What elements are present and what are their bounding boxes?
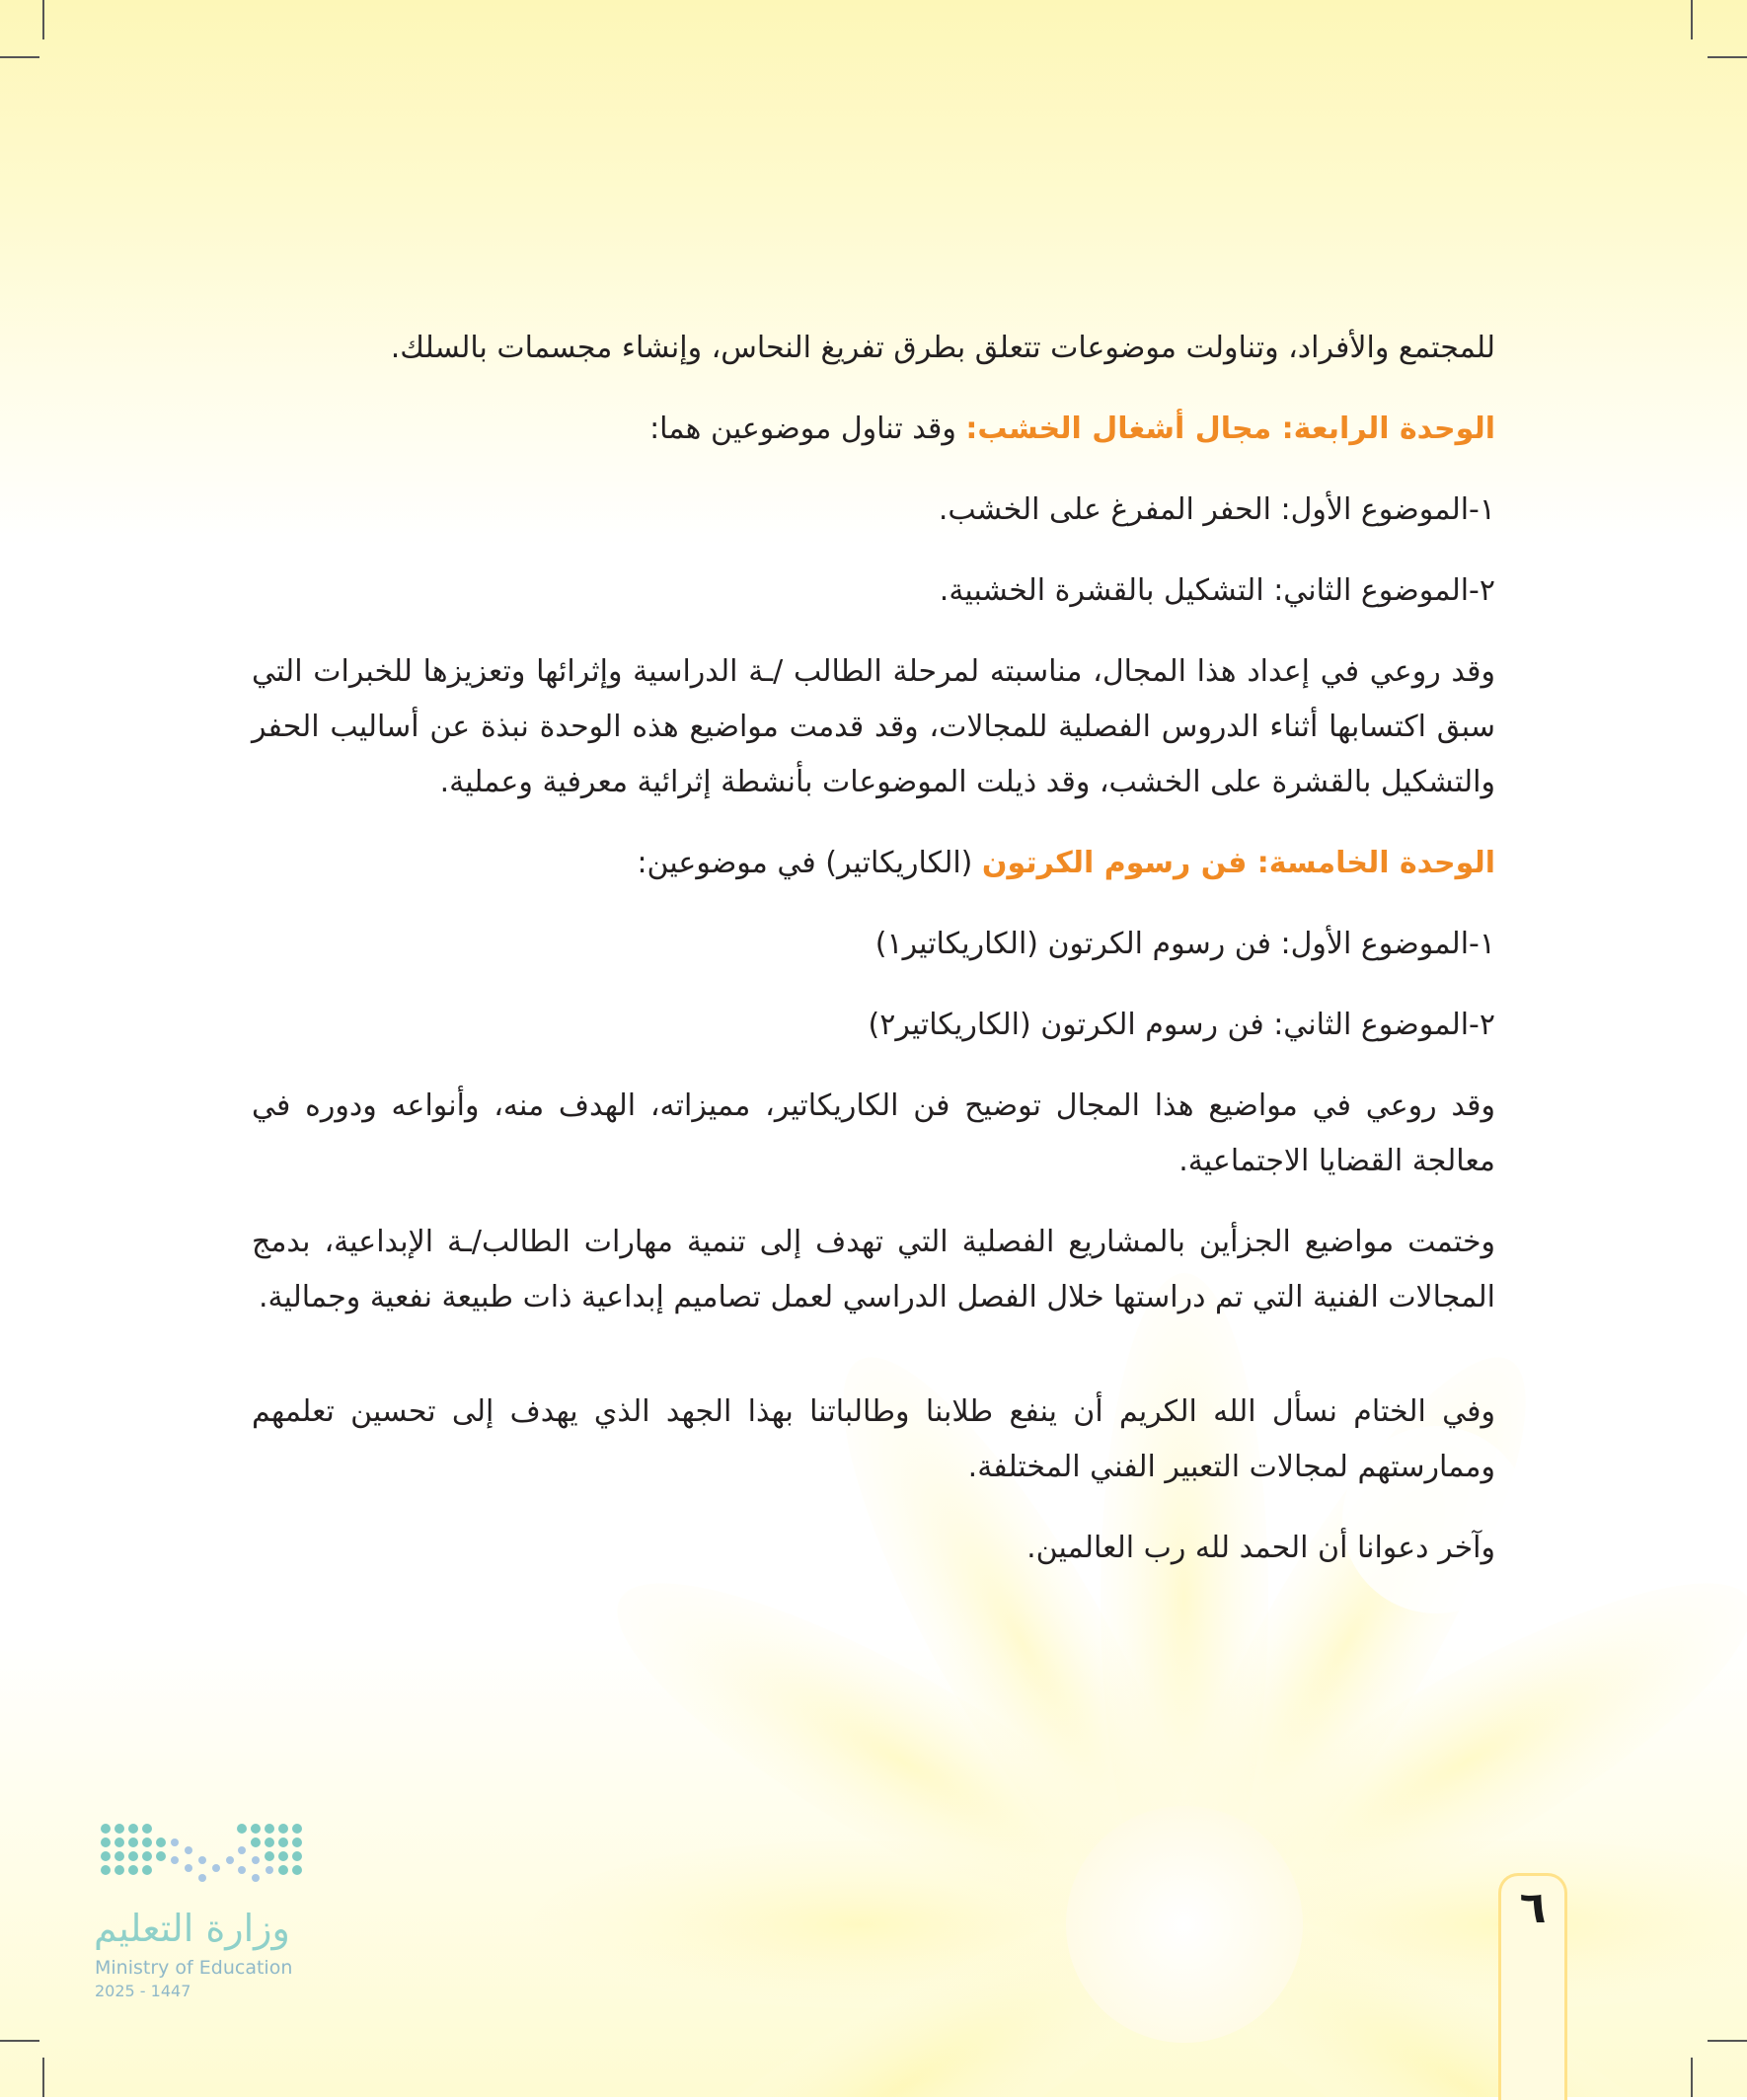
- closing-paragraph: وختمت مواضيع الجزأين بالمشاريع الفصلية التي تهدف إلى تنمية مهارات الطالب/ـة الإبداعية، بدمج المجالات الفنية التي تم دراستها خلال الفصل الدراسي لعمل تصاميم إبداعية ذات طبيعة نفعية وجمالية.: [252, 1215, 1495, 1325]
- unit4-topic-1: ١-الموضوع الأول: الحفر المفرغ على الخشب.: [252, 483, 1495, 538]
- crop-mark: [0, 2040, 39, 2042]
- crop-mark: [42, 2058, 44, 2097]
- ministry-year: 2025 - 1447: [95, 1982, 190, 2000]
- ministry-logo-icon: [94, 1821, 321, 1900]
- unit4-topic-2: ٢-الموضوع الثاني: التشكيل بالقشرة الخشبية.: [252, 563, 1495, 619]
- body-text: [252, 321, 1495, 1576]
- unit5-paragraph: وقد روعي في مواضيع هذا المجال توضيح فن الكاريكاتير، مميزاته، الهدف منه، وأنواعه ودوره في معالجة القضايا الاجتماعية.: [252, 1079, 1495, 1189]
- unit4-intro: [252, 402, 1495, 457]
- unit5-heading: الوحدة الخامسة: فن رسوم الكرتون: [982, 846, 1495, 880]
- ministry-name-english: Ministry of Education: [95, 1957, 292, 1979]
- unit5-topic-1: ١-الموضوع الأول: فن رسوم الكرتون (الكاريكاتير١): [252, 917, 1495, 972]
- intro-paragraph: للمجتمع والأفراد، وتناولت موضوعات تتعلق بطرق تفريغ النحاس، وإنشاء مجسمات بالسلك.: [252, 321, 1495, 376]
- crop-mark: [1708, 2040, 1747, 2042]
- unit4-paragraph: وقد روعي في إعداد هذا المجال، مناسبته لمرحلة الطالب /ـة الدراسية وإثرائها وتعزيزها للخبرات التي سبق اكتسابها أثناء الدروس الفصلية للمجالات، وقد قدمت مواضيع هذه الوحدة نبذة عن أساليب الحفر والتشكيل بالقشرة على الخشب، وقد ذيلت الموضوعات بأنشطة إثرائية معرفية وعملية.: [252, 644, 1495, 810]
- crop-mark: [1691, 0, 1693, 39]
- ministry-name-arabic: وزارة التعليم: [94, 1907, 306, 1950]
- unit5-topic-2: ٢-الموضوع الثاني: فن رسوم الكرتون (الكاريكاتير٢): [252, 998, 1495, 1053]
- crop-mark: [42, 0, 44, 39]
- page-number: ٦: [1498, 1883, 1567, 1933]
- final-wish: وفي الختام نسأل الله الكريم أن ينفع طلابنا وطالباتنا بهذا الجهد الذي يهدف إلى تحسين تعلمهم وممارستهم لمجالات التعبير الفني المختلفة.: [252, 1385, 1495, 1495]
- final-prayer: وآخر دعوانا أن الحمد لله رب العالمين.: [252, 1521, 1495, 1576]
- crop-mark: [1708, 56, 1747, 58]
- unit4-heading: الوحدة الرابعة: مجال أشغال الخشب:: [965, 412, 1495, 446]
- unit5-intro: [252, 836, 1495, 891]
- crop-mark: [0, 56, 39, 58]
- crop-mark: [1691, 2058, 1693, 2097]
- unit4-heading-rest: وقد تناول موضوعين هما:: [649, 412, 965, 446]
- unit5-heading-rest: (الكاريكاتير) في موضوعين:: [637, 846, 981, 880]
